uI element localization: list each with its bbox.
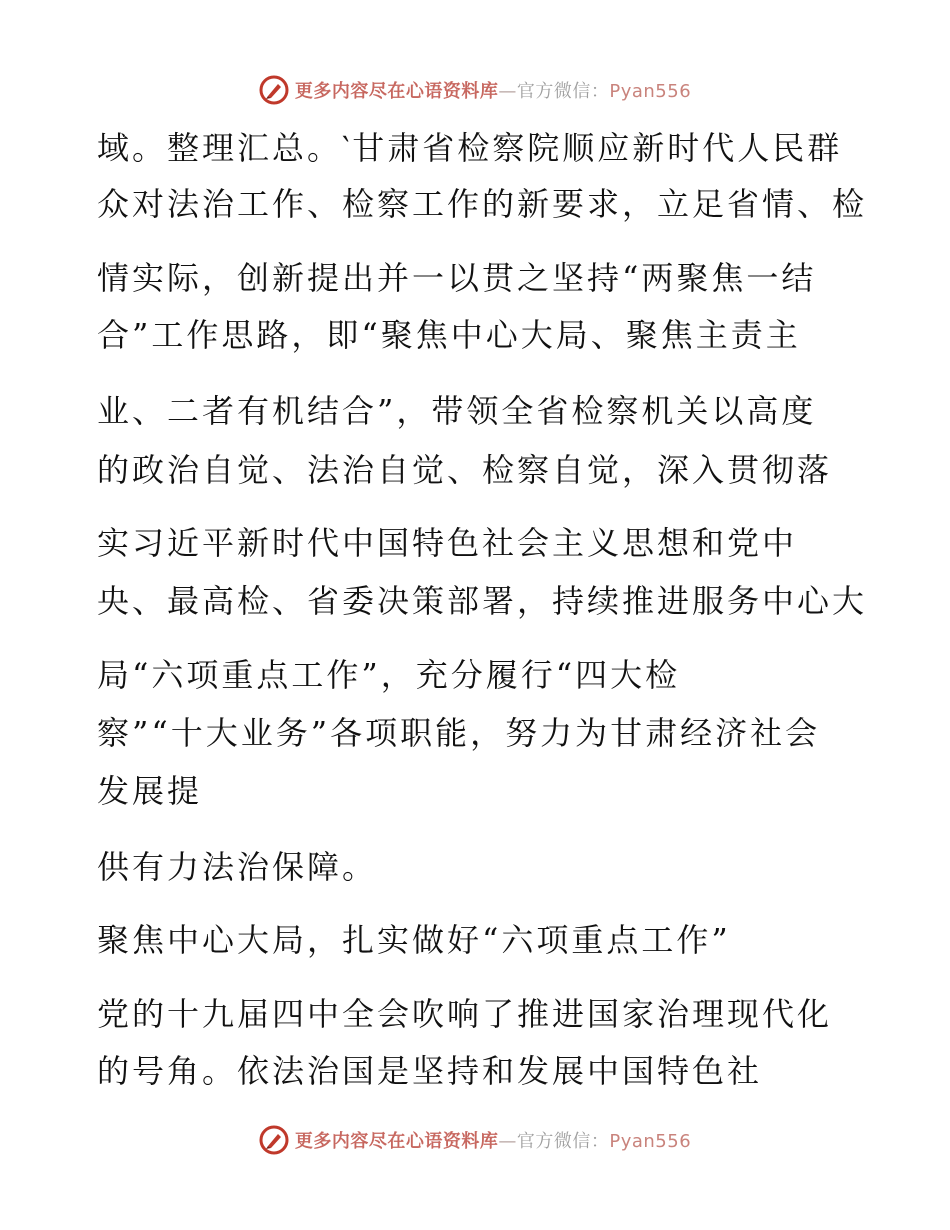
pen-logo-icon [259, 1125, 289, 1155]
text-line: 业、二者有机结合”，带领全省检察机关以高度 [97, 392, 817, 430]
text-line: 众对法治工作、检察工作的新要求，立足省情、检 [97, 185, 868, 223]
text-line: 供有力法治保障。 [97, 848, 378, 886]
text-line: 的号角。依法治国是坚持和发展中国特色社 [97, 1052, 763, 1090]
watermark-text [295, 1127, 691, 1153]
text-line: 党的十九届四中全会吹响了推进国家治理现代化 [97, 995, 833, 1033]
watermark-account: Pyan556 [609, 81, 692, 102]
text-line: 发展提 [97, 772, 203, 810]
watermark-text [295, 77, 691, 103]
text-line: 的政治自觉、法治自觉、检察自觉，深入贯彻落 [97, 451, 833, 489]
text-line: 察”“十大业务”各项职能，努力为甘肃经济社会 [97, 714, 821, 752]
text-line: 实习近平新时代中国特色社会主义思想和党中 [97, 524, 798, 562]
text-line: 局“六项重点工作”，充分履行“四大检 [97, 656, 681, 694]
pen-logo-icon [259, 75, 289, 105]
header-watermark [0, 70, 950, 110]
watermark-separator: — [498, 1131, 517, 1152]
footer-watermark [0, 1120, 950, 1160]
watermark-brand: 更多内容尽在心语资料库 [294, 1131, 499, 1152]
text-line: 央、最高检、省委决策部署，持续推进服务中心大 [97, 582, 868, 620]
text-line: 域。整理汇总。‵甘肃省检察院顺应新时代人民群 [97, 129, 843, 167]
watermark-account: Pyan556 [609, 1131, 692, 1152]
watermark-label: 官方微信： [516, 1131, 610, 1152]
text-line: 合”工作思路，即“聚焦中心大局、聚焦主责主 [97, 316, 801, 354]
watermark-brand: 更多内容尽在心语资料库 [294, 81, 499, 102]
watermark-separator: — [498, 81, 517, 102]
watermark-label: 官方微信： [516, 81, 610, 102]
text-line: 聚焦中心大局，扎实做好“六项重点工作” [97, 921, 731, 959]
text-line: 情实际，创新提出并一以贯之坚持“两聚焦一结 [97, 259, 817, 297]
